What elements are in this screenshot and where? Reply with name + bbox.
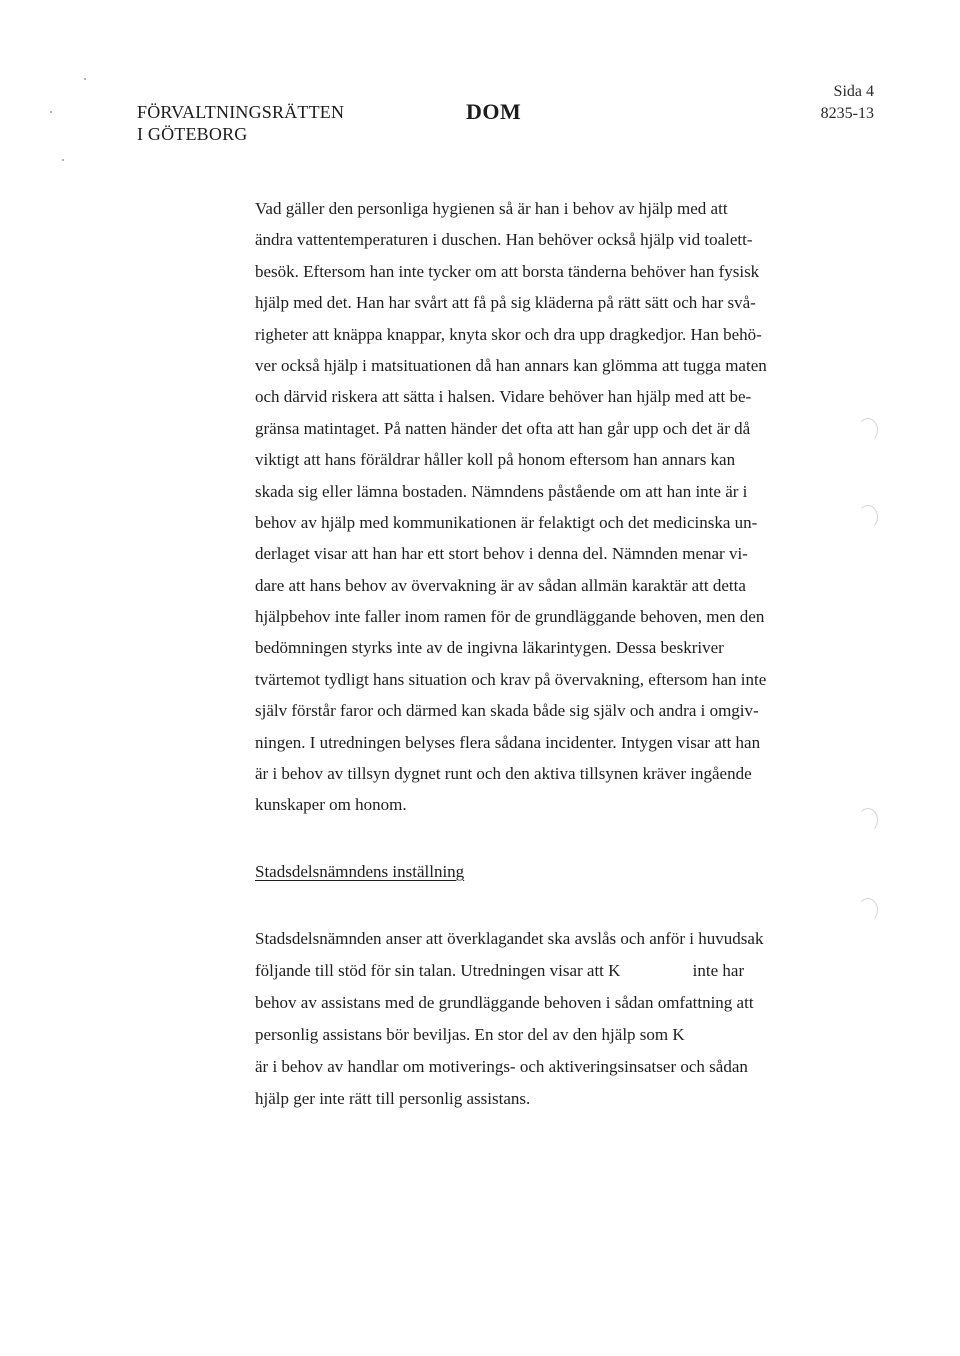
- court-name: [137, 101, 344, 145]
- paragraph-line: hjälp ger inte rätt till personlig assistans.: [255, 1089, 531, 1108]
- paragraph-line: är i behov av handlar om motiverings- och aktiveringsinsatser och sådan: [255, 1057, 748, 1076]
- court-name-line-1: FÖRVALTNINGSRÄTTEN: [137, 102, 345, 122]
- paragraph-line: gränsa matintaget. På natten händer det ofta att han går upp och det är då: [255, 418, 751, 438]
- scan-speck: [84, 78, 86, 80]
- body-paragraph-2: [255, 923, 795, 1115]
- paragraph-line: kunskaper om honom.: [255, 795, 407, 815]
- page-meta: [821, 81, 874, 125]
- case-number: 8235-13: [820, 105, 874, 122]
- paragraph-line: bedömningen styrks inte av de ingivna läkarintygen. Dessa beskriver: [255, 638, 724, 658]
- paragraph-line: följande till stöd för sin talan. Utredningen visar att K inte har: [255, 961, 745, 980]
- paragraph-line: och därvid riskera att sätta i halsen. Vidare behöver han hjälp med att be-: [255, 387, 752, 407]
- scan-speck: [62, 159, 64, 161]
- paragraph-line: behov av hjälp med kommunikationen är felaktigt och det medicinska un-: [255, 512, 758, 532]
- paragraph-line: skada sig eller lämna bostaden. Nämndens påstående om att han inte är i: [255, 481, 748, 501]
- paragraph-line: hjälp med det. Han har svårt att få på sig kläderna på rätt sätt och har svå-: [255, 293, 756, 313]
- paragraph-line: derlaget visar att han har ett stort behov i denna del. Nämnden menar vi-: [255, 544, 748, 564]
- body-paragraph-1: [255, 193, 795, 821]
- paragraph-line: tvärtemot tydligt hans situation och krav på övervakning, eftersom han inte: [255, 669, 767, 689]
- section-heading: Stadsdelsnämndens inställning: [255, 862, 465, 881]
- paragraph-line: är i behov av tillsyn dygnet runt och den aktiva tillsynen kräver ingående: [255, 764, 752, 784]
- paragraph-line: behov av assistans med de grundläggande behoven i sådan omfattning att: [255, 993, 754, 1012]
- paragraph-line: Vad gäller den personliga hygienen så är han i behov av hjälp med att: [255, 199, 728, 218]
- court-name-line-2: I GÖTEBORG: [137, 124, 248, 144]
- page-number: Sida 4: [833, 83, 874, 100]
- paragraph-line: ändra vattentemperaturen i duschen. Han behöver också hjälp vid toalett-: [255, 230, 753, 250]
- paragraph-line: Stadsdelsnämnden anser att överklagandet ska avslås och anför i huvudsak: [255, 929, 764, 948]
- paragraph-line: ver också hjälp i matsituationen då han annars kan glömma att tugga maten: [255, 355, 767, 375]
- paragraph-line: righeter att knäppa knappar, knyta skor och dra upp dragkedjor. Han behö-: [255, 324, 762, 344]
- scan-speck: [50, 111, 52, 113]
- paragraph-line: dare att hans behov av övervakning är av sådan allmän karaktär att detta: [255, 575, 746, 595]
- document-type-title: DOM: [466, 99, 522, 124]
- paragraph-line: besök. Eftersom han inte tycker om att borsta tänderna behöver han fysisk: [255, 261, 760, 281]
- paragraph-line: personlig assistans bör beviljas. En stor del av den hjälp som K: [255, 1025, 685, 1044]
- scan-artifact: [858, 808, 878, 832]
- scan-artifact: [858, 898, 878, 922]
- paragraph-line: själv förstår faror och därmed kan skada både sig själv och andra i omgiv-: [255, 701, 759, 721]
- scan-artifact: [858, 418, 878, 442]
- paragraph-line: viktigt att hans föräldrar håller koll på honom eftersom han annars kan: [255, 450, 736, 470]
- paragraph-line: hjälpbehov inte faller inom ramen för de grundläggande behoven, men den: [255, 607, 765, 627]
- paragraph-line: ningen. I utredningen belyses flera sådana incidenter. Intygen visar att han: [255, 732, 761, 752]
- scan-artifact: [858, 505, 878, 529]
